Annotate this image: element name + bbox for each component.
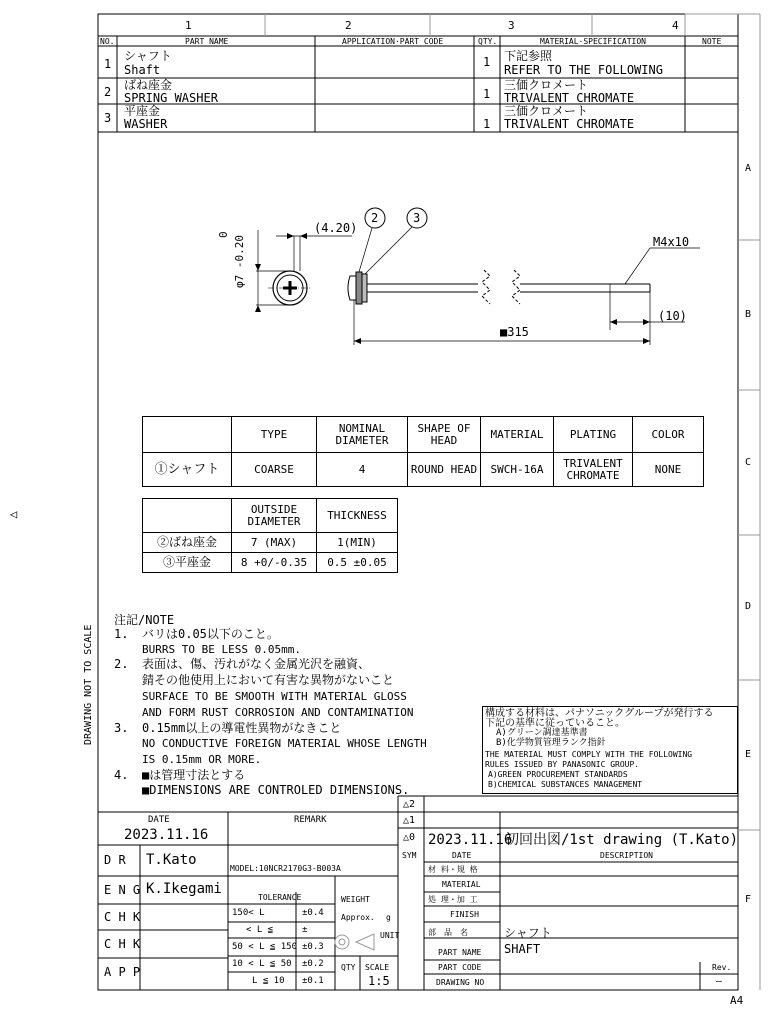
- tol-range-2: < L ≦: [246, 925, 274, 935]
- compliance-line-4: B)化学物質管理ランク指針: [496, 738, 606, 748]
- width-dimension: (4.20): [314, 221, 358, 235]
- shaft-plating: TRIVALENT CHROMATE: [554, 453, 633, 487]
- part-3-material-jp: 三価クロメート: [504, 104, 589, 118]
- rev-date: 2023.11.16: [428, 832, 513, 848]
- washer-row-1-label: ②ばね座金: [143, 533, 232, 553]
- shaft-color: NONE: [633, 453, 704, 487]
- tol-value-1: ±0.4: [302, 908, 324, 918]
- shaft-shape: ROUND HEAD: [408, 453, 481, 487]
- parts-header-material: MATERIAL·SPECIFICATION: [540, 37, 646, 46]
- compliance-line-1: 構成する材料は、パナソニックグループが発行する: [485, 708, 714, 719]
- row-label-b: B: [745, 309, 752, 320]
- finish-label: FINISH: [450, 910, 479, 919]
- unit-label: UNIT: [380, 931, 400, 940]
- rev-value: —: [716, 976, 723, 987]
- part-1-name-en: Shaft: [124, 63, 161, 77]
- rev-label: Rev.: [712, 963, 732, 972]
- shaft-header-material: MATERIAL: [481, 417, 554, 453]
- part-2-material-en: TRIVALENT CHROMATE: [504, 91, 635, 105]
- row-label-c: C: [745, 457, 752, 468]
- note-3-number: 3.: [114, 721, 129, 735]
- part-name-label: PART NAME: [438, 948, 482, 957]
- part-3-material-en: TRIVALENT CHROMATE: [504, 117, 635, 131]
- part-name-jp-label: 部 品 名: [428, 928, 468, 937]
- part-2-material-jp: 三価クロメート: [504, 78, 589, 92]
- tol-range-5: L ≦ 10: [252, 976, 285, 986]
- part-1-no: 1: [104, 57, 112, 71]
- qty-label: QTY: [341, 963, 356, 972]
- rev-symbol-0: △0: [403, 832, 416, 843]
- row-label-a: A: [745, 163, 752, 174]
- compliance-line-8: B)CHEMICAL SUBSTANCES MANAGEMENT: [488, 780, 643, 789]
- column-label-3: 3: [508, 19, 515, 32]
- material-jp-label: 材 料・規 格: [428, 865, 478, 874]
- compliance-line-6: RULES ISSUED BY PANASONIC GROUP.: [485, 760, 640, 769]
- drawing-not-to-scale-label: DRAWING NOT TO SCALE: [83, 624, 94, 745]
- balloon-3-label: 3: [413, 211, 421, 225]
- material-label: MATERIAL: [442, 880, 481, 889]
- tb-remark-label: REMARK: [294, 815, 327, 825]
- washer-row-1-thickness: 1(MIN): [317, 533, 398, 553]
- tol-value-5: ±0.1: [302, 976, 324, 986]
- note-4-line-1: ■は管理寸法とする: [142, 768, 246, 782]
- note-1-line-1: バリは0.05以下のこと。: [142, 627, 279, 641]
- compliance-line-2: 下記の基準に従っていること。: [485, 718, 625, 729]
- weight-unit-g: g: [386, 913, 391, 922]
- weight-label: WEIGHT: [341, 895, 370, 904]
- tol-value-4: ±0.2: [302, 959, 324, 969]
- diameter-tol-lower: φ7 -0.20: [233, 235, 246, 288]
- shaft-header-color: COLOR: [633, 417, 704, 453]
- role-dr-name: T.Kato: [146, 852, 197, 868]
- tol-value-2: ±: [302, 925, 308, 935]
- compliance-line-3: A)グリーン調達基準書: [496, 728, 588, 738]
- rev-description: 初回出図/1st drawing (T.Kato): [505, 832, 739, 848]
- part-3-no: 3: [104, 111, 112, 125]
- parts-header-part-name: PART NAME: [185, 37, 229, 46]
- part-name-value-jp: シャフト: [504, 926, 552, 940]
- note-3-line-1: 0.15mm以上の導電性異物がなきこと: [142, 721, 342, 735]
- shaft-header-plating: PLATING: [554, 417, 633, 453]
- row-label-d: D: [745, 601, 752, 612]
- tolerance-label: TOLERANCE: [258, 893, 302, 902]
- part-code-label: PART CODE: [438, 963, 482, 972]
- notes-title: 注記/NOTE: [114, 613, 175, 627]
- tol-range-1: 150< L: [232, 908, 265, 918]
- tb-date-label: DATE: [148, 815, 170, 825]
- shaft-type: COARSE: [232, 453, 317, 487]
- shaft-header-shape: SHAPE OF HEAD: [408, 417, 481, 453]
- marker-triangle: ◁: [10, 507, 18, 521]
- note-4-number: 4.: [114, 768, 129, 782]
- part-2-qty: 1: [483, 87, 491, 101]
- tb-model: MODEL:10NCR2170G3-B003A: [230, 864, 341, 873]
- weight-approx: Approx.: [341, 913, 375, 922]
- part-1-name-jp: シャフト: [124, 49, 172, 63]
- compliance-line-7: A)GREEN PROCUREMENT STANDARDS: [488, 770, 628, 779]
- note-2-line-4: AND FORM RUST CORROSION AND CONTAMINATION: [142, 706, 414, 719]
- rev-date-label: DATE: [452, 851, 472, 860]
- part-1-material-en: REFER TO THE FOLLOWING: [504, 63, 663, 77]
- overall-length: ■315: [500, 325, 529, 339]
- shaft-material: SWCH-16A: [481, 453, 554, 487]
- washer-row-2-label: ③平座金: [143, 553, 232, 573]
- shaft-header-type: TYPE: [232, 417, 317, 453]
- scale-value: 1:5: [368, 974, 390, 988]
- tol-value-3: ±0.3: [302, 942, 324, 952]
- role-dr-label: D R: [104, 853, 126, 867]
- role-chk1-label: C H K: [104, 910, 141, 924]
- shaft-header-nominal: NOMINAL DIAMETER: [317, 417, 408, 453]
- note-4-line-2: ■DIMENSIONS ARE CONTROLED DIMENSIONS.: [142, 783, 410, 797]
- part-2-name-en: SPRING WASHER: [124, 91, 218, 105]
- thread-spec: M4x10: [653, 235, 690, 249]
- role-eng-label: E N G: [104, 883, 141, 897]
- part-1-qty: 1: [483, 55, 491, 69]
- rev-sym-label: SYM: [402, 851, 417, 860]
- tol-range-4: 10 < L ≦ 50: [232, 959, 292, 969]
- washer-row-2-thickness: 0.5 ±0.05: [317, 553, 398, 573]
- role-eng-name: K.Ikegami: [146, 881, 222, 897]
- tb-date: 2023.11.16: [124, 827, 209, 843]
- note-3-line-2: NO CONDUCTIVE FOREIGN MATERIAL WHOSE LENGTH: [142, 737, 427, 750]
- note-1-number: 1.: [114, 627, 129, 641]
- drawing-no-label: DRAWING NO: [436, 978, 485, 987]
- note-2-line-2: 錆その他使用上において有害な異物がないこと: [142, 673, 395, 687]
- part-3-name-en: WASHER: [124, 117, 168, 131]
- column-label-4: 4: [672, 19, 679, 32]
- column-label-2: 2: [345, 19, 352, 32]
- role-app-label: A P P: [104, 965, 141, 979]
- rev-symbol-1: △1: [403, 815, 416, 826]
- washer-header-od: OUTSIDE DIAMETER: [232, 499, 317, 533]
- compliance-line-5: THE MATERIAL MUST COMPLY WITH THE FOLLOWING: [485, 750, 693, 759]
- rev-symbol-2: △2: [403, 799, 416, 810]
- paper-size: A4: [730, 994, 744, 1007]
- row-label-e: E: [745, 749, 752, 760]
- note-3-line-3: IS 0.15mm OR MORE.: [142, 753, 262, 766]
- part-name-value-en: SHAFT: [504, 942, 541, 956]
- row-label-f: F: [745, 894, 752, 905]
- note-2-line-3: SURFACE TO BE SMOOTH WITH MATERIAL GLOSS: [142, 690, 407, 703]
- part-1-material-jp: 下記参照: [504, 49, 553, 63]
- parts-header-no: NO.: [100, 37, 115, 46]
- tol-range-3: 50 < L ≦ 150: [232, 942, 298, 952]
- scale-label: SCALE: [365, 963, 390, 972]
- parts-header-note: NOTE: [702, 37, 722, 46]
- parts-header-qty: QTY.: [478, 37, 498, 46]
- part-2-no: 2: [104, 85, 112, 99]
- role-chk2-label: C H K: [104, 937, 141, 951]
- column-label-1: 1: [185, 19, 192, 32]
- shaft-row-label: ①シャフト: [143, 453, 232, 487]
- washer-header-thickness: THICKNESS: [317, 499, 398, 533]
- note-1-line-2: BURRS TO BE LESS 0.05mm.: [142, 643, 301, 656]
- parts-header-application: APPLICATION·PART CODE: [342, 37, 444, 46]
- diameter-tol-upper: 0: [217, 231, 230, 238]
- part-3-name-jp: 平座金: [124, 104, 161, 118]
- washer-row-1-od: 7 (MAX): [232, 533, 317, 553]
- note-2-line-1: 表面は、傷、汚れがなく金属光沢を融資、: [142, 657, 371, 671]
- part-3-qty: 1: [483, 117, 491, 131]
- part-2-name-jp: ばね座金: [124, 78, 173, 92]
- note-2-number: 2.: [114, 657, 129, 671]
- thread-length: (10): [658, 309, 687, 323]
- rev-description-label: DESCRIPTION: [600, 851, 653, 860]
- shaft-nominal: 4: [317, 453, 408, 487]
- finish-jp-label: 処 理・加 工: [428, 895, 478, 904]
- washer-row-2-od: 8 +0/-0.35: [232, 553, 317, 573]
- balloon-2-label: 2: [371, 211, 379, 225]
